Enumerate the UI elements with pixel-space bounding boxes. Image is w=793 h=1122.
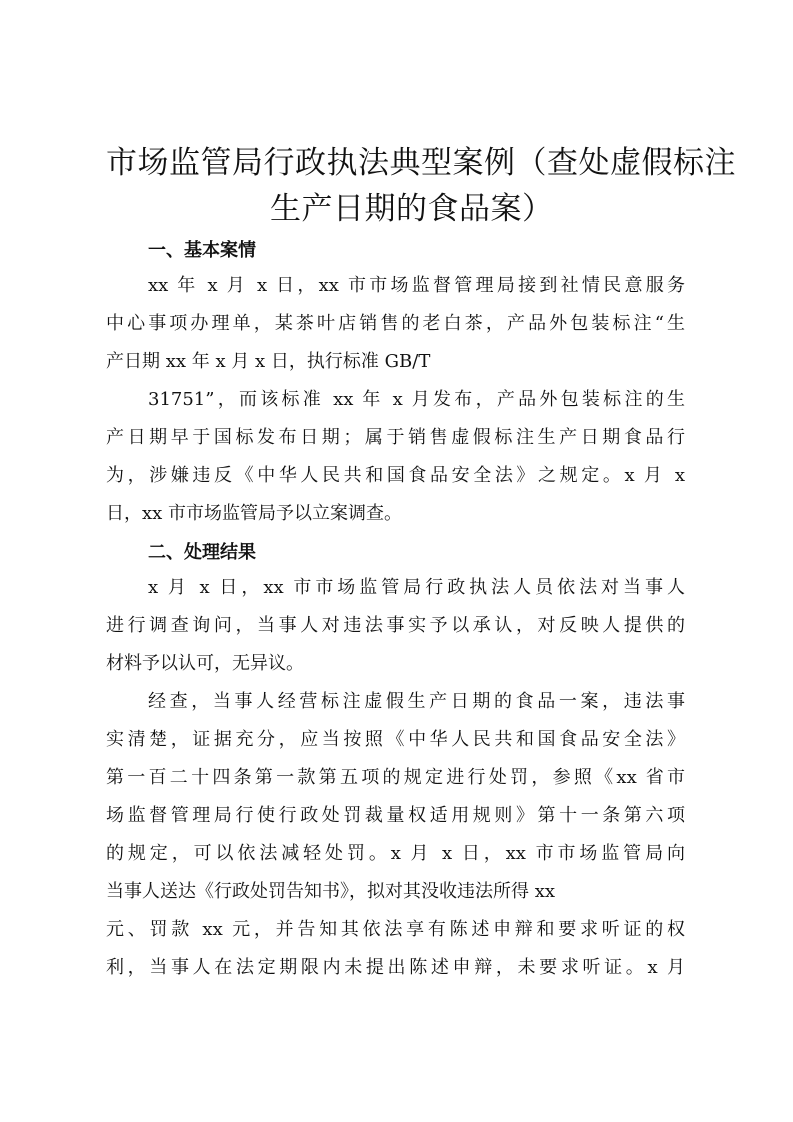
body-line: 经查，当事人经营标注虚假生产日期的食品一案，违法事 xyxy=(148,691,685,712)
document-title-line-2: 生产日期的食品案） xyxy=(270,191,554,227)
body-line: 产日期 xx 年 x 月 x 日，执行标准 GB/T xyxy=(106,351,431,372)
body-line: 当事人送达《行政处罚告知书》，拟对其没收违法所得 xx xyxy=(106,881,556,902)
section-heading-basic-facts: 一、基本案情 xyxy=(148,240,256,261)
body-line: 元、罚款 xx 元，并告知其依法享有陈述申辩和要求听证的权 xyxy=(106,919,685,940)
body-line: 中心事项办理单，某茶叶店销售的老白茶，产品外包装标注“生 xyxy=(106,313,685,334)
body-line: 实清楚，证据充分，应当按照《中华人民共和国食品安全法》 xyxy=(106,729,685,750)
body-line: 进行调查询问，当事人对违法事实予以承认，对反映人提供的 xyxy=(106,615,685,636)
document-title-line-1: 市场监管局行政执法典型案例（查处虚假标注 xyxy=(106,145,736,181)
body-line: xx 年 x 月 x 日，xx 市市场监督管理局接到社情民意服务 xyxy=(148,275,685,296)
body-line: 为，涉嫌违反《中华人民共和国食品安全法》之规定。x 月 x xyxy=(106,465,685,486)
body-line: 日，xx 市市场监管局予以立案调查。 xyxy=(106,503,403,524)
section-heading-result: 二、处理结果 xyxy=(148,542,256,563)
body-line: 材料予以认可，无异议。 xyxy=(106,653,304,674)
body-line: 产日期早于国标发布日期；属于销售虚假标注生产日期食品行 xyxy=(106,427,685,448)
body-line: x 月 x 日，xx 市市场监管局行政执法人员依法对当事人 xyxy=(148,577,685,598)
body-line: 31751”，而该标准 xx 年 x 月发布，产品外包装标注的生 xyxy=(148,389,685,410)
body-line: 场监督管理局行使行政处罚裁量权适用规则》第十一条第六项 xyxy=(106,805,685,826)
body-line: 的规定，可以依法减轻处罚。x 月 x 日，xx 市市场监管局向 xyxy=(106,843,685,864)
body-line: 利，当事人在法定期限内未提出陈述申辩，未要求听证。x 月 xyxy=(106,957,685,978)
body-line: 第一百二十四条第一款第五项的规定进行处罚，参照《xx 省市 xyxy=(106,767,685,788)
